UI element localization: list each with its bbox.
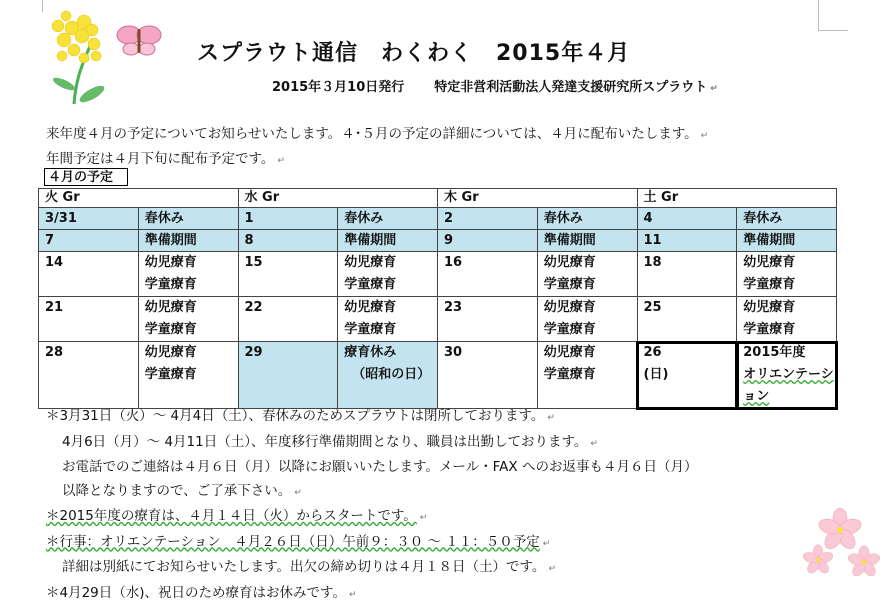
event-cell: 幼児療育 学童療育: [537, 252, 637, 297]
date-cell: 28: [39, 342, 139, 409]
event-cell: 幼児療育 学童療育: [138, 297, 238, 342]
date-cell: 18: [637, 252, 737, 297]
date-cell-orientation: 26 (日): [637, 342, 737, 409]
butterfly-icon: [117, 26, 161, 55]
event-cell: 幼児療育 学童療育: [537, 297, 637, 342]
crop-mark: [818, 0, 819, 30]
crop-mark: [818, 30, 848, 31]
group-header: 木 Gr: [438, 189, 638, 208]
date-cell: 8: [238, 230, 338, 252]
event-cell: 準備期間: [537, 230, 637, 252]
note-spring-break: ＊3月31日（火）～ 4月4日（土）、春休みのためスプラウトは閉所しております。: [46, 408, 545, 424]
group-header-row: [39, 189, 837, 208]
note-contact: お電話でのご連絡は４月６日（月）以降にお願いいたします。メール・FAX へのお返事も４月６日（月）: [62, 459, 698, 475]
event-cell: 幼児療育 学童療育: [537, 342, 637, 409]
event-cell: 幼児療育 学童療育: [737, 252, 837, 297]
page-title: スプラウト通信 わくわく 2015年４月: [197, 41, 631, 66]
table-row: [39, 297, 837, 342]
table-row: [39, 230, 837, 252]
event-cell: 準備期間: [737, 230, 837, 252]
group-header: 火 Gr: [39, 189, 239, 208]
group-header: 土 Gr: [637, 189, 837, 208]
date-cell: 4: [637, 208, 737, 230]
date-cell: 3/31: [39, 208, 139, 230]
note-prep-period: 4月6日（月）～ 4月11日（土）、年度移行準備期間となり、職員は出勤しております。: [62, 433, 588, 450]
date-cell: 16: [438, 252, 538, 297]
date-cell: 15: [238, 252, 338, 297]
event-cell: 幼児療育 学童療育: [338, 297, 438, 342]
april-schedule-table: [38, 188, 837, 409]
event-cell: 幼児療育 学童療育: [338, 252, 438, 297]
note-orientation-detail: 詳細は別紙にてお知らせいたします。出欠の締め切りは４月１８日（土）です。: [62, 559, 546, 575]
rapeseed-flower-illustration: [34, 6, 164, 106]
plan-label: ４月の予定: [44, 168, 128, 186]
intro-line-2: 年間予定は４月下旬に配布予定です。: [46, 151, 275, 167]
event-cell: 準備期間: [138, 230, 238, 252]
note-start-date: ＊2015年度の療育は、４月１４日（火）からスタートです。: [46, 508, 417, 524]
event-cell: 春休み: [338, 208, 438, 230]
table-row: [39, 252, 837, 297]
event-cell: 春休み: [737, 208, 837, 230]
event-cell: 幼児療育 学童療育: [138, 252, 238, 297]
event-cell: 春休み: [138, 208, 238, 230]
intro-text: 来年度４月の予定についてお知らせいたします。４･５月の予定の詳細については、４月に配布いたします。 ↵ 年間予定は４月下旬に配布予定です。 ↵: [46, 126, 709, 167]
date-cell: 11: [637, 230, 737, 252]
event-cell-holiday: 療育休み （昭和の日）: [338, 342, 438, 409]
date-cell: 7: [39, 230, 139, 252]
table-row: [39, 342, 837, 409]
date-cell: 25: [637, 297, 737, 342]
date-cell: 23: [438, 297, 538, 342]
date-cell-holiday: 29: [238, 342, 338, 409]
note-contact-cont: 以降となりますので、ご了承下さい。: [62, 482, 292, 499]
event-cell: 準備期間: [338, 230, 438, 252]
date-cell: 30: [438, 342, 538, 409]
note-orientation: ＊行事：オリエンテーション ４月２６日（日）午前９：３０ ～ １１：５０予定: [46, 533, 540, 550]
date-cell: 2: [438, 208, 538, 230]
event-cell: 春休み: [537, 208, 637, 230]
notes-section: ＊3月31日（火）～ 4月4日（土）、春休みのためスプラウトは閉所しております。 ↵ 4月6日（月）～ 4月11日（土）、年度移行準備期間となり、職員は出勤しております。 ↵ お電話でのご連絡は４月６日（月）以降にお願いいたします。メール・FAX へのお返事も４月６日（月） 以降となりますので、ご了承下さい。 ↵ ＊2015年度の療育は、４月１４日（火）からスタートです。 ↵ ＊行事：オリエンテーション ４月２６日（日）午前９：３０ ～ １１：５０予定 ↵ 詳細は別紙にてお知らせいたします。出欠の締め切りは４月１８日（土）です。 ↵ ＊4月29日（水)、祝日のため療育はお休みです。 ↵: [46, 408, 698, 601]
issue-line: 2015年３月10日発行 特定非営利活動法人発達支援研究所スプラウト ↵: [272, 80, 718, 95]
table-row: [39, 208, 837, 230]
date-cell: 1: [238, 208, 338, 230]
cherry-blossom-illustration: [800, 500, 885, 590]
date-cell: 14: [39, 252, 139, 297]
note-holiday: ＊4月29日（水)、祝日のため療育はお休みです。: [46, 584, 346, 601]
date-cell: 22: [238, 297, 338, 342]
event-cell-orientation: 2015年度 オリエンテーション: [737, 342, 837, 409]
group-header: 水 Gr: [238, 189, 438, 208]
date-cell: 9: [438, 230, 538, 252]
event-cell: 幼児療育 学童療育: [737, 297, 837, 342]
publisher-name: 特定非営利活動法人発達支援研究所スプラウト: [434, 80, 708, 95]
issue-date: 2015年３月10日発行: [272, 80, 405, 95]
event-cell: 幼児療育 学童療育: [138, 342, 238, 409]
intro-line-1: 来年度４月の予定についてお知らせいたします。４･５月の予定の詳細については、４月に配布いたします。: [46, 126, 698, 142]
date-cell: 21: [39, 297, 139, 342]
